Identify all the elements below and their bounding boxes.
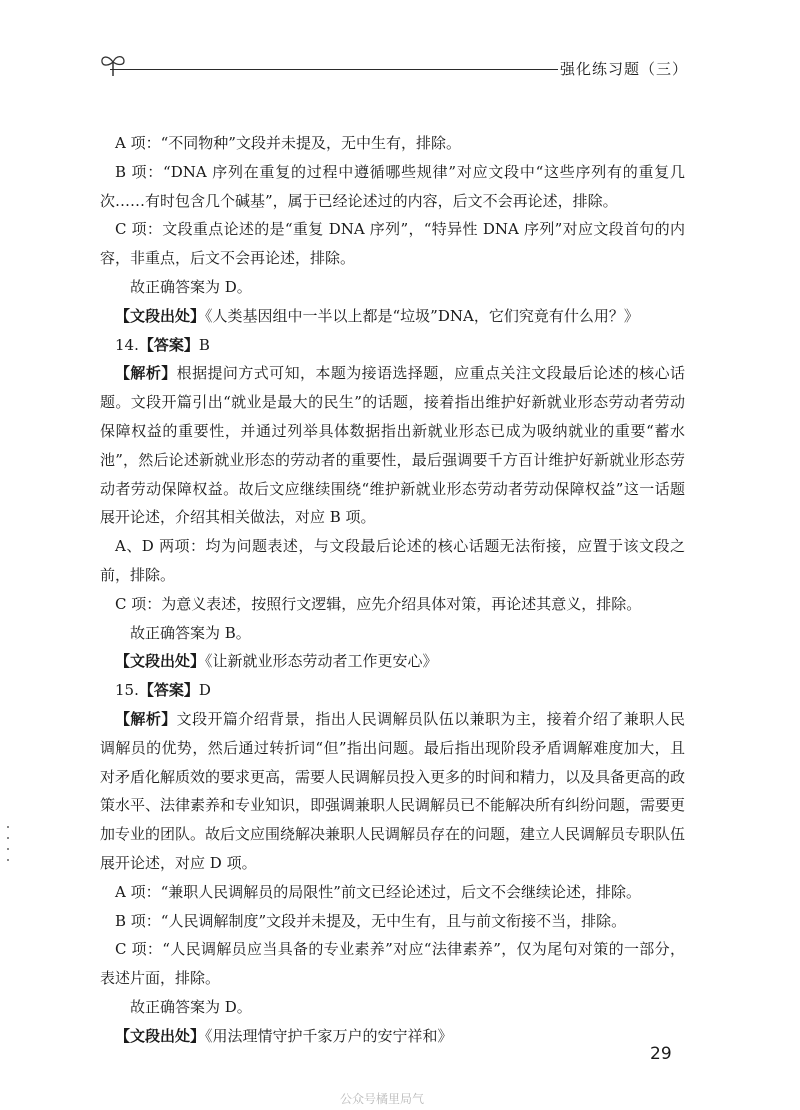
source-text-q15: 《用法理情守护千家万户的安宁祥和》 bbox=[205, 1026, 453, 1045]
watermark: 公众号橘里局气 bbox=[340, 1092, 425, 1106]
page-header bbox=[98, 40, 688, 86]
page-content bbox=[100, 129, 685, 1051]
option-c-q15: C 项：“人民调解员应当具备的专业素养”对应“法律素养”，仅为尾句对策的一部分，表述片面，排除。 bbox=[100, 940, 685, 988]
analysis-label: 【解析】 bbox=[115, 364, 177, 383]
analysis-label: 【解析】 bbox=[115, 709, 177, 728]
option-b-q13: B 项：“DNA 序列在重复的过程中遵循哪些规律”对应文段中“这些序列有的重复几次……有时包含几个碱基”，属于已经论述过的内容，后文不会再论述，排除。 bbox=[100, 162, 685, 210]
analysis-q14 bbox=[100, 359, 685, 532]
option-a-q13: A 项：“不同物种”文段并未提及，无中生有，排除。 bbox=[115, 134, 461, 152]
analysis-q15 bbox=[100, 705, 685, 878]
conclusion-q13: 故正确答案为 D。 bbox=[130, 277, 252, 296]
analysis-text-q14: 根据提问方式可知，本题为接语选择题，应重点关注文段最后论述的核心话题。文段开篇引出“就业是最大的民生”的话题，接着指出维护好新就业形态劳动者劳动保障权益的重要性，并通过列举具体数据指出新就业形态已成为吸纳就业的重要“蓄水池”，然后论述新就业形态的劳动者的重要性，最后强调要千方百计维护好新就业形态劳动者劳动保障权益。故后文应继续围绕“维护新就业形态劳动者劳动保障权益”这一话题展开论述，介绍其相关做法，对应 B 项。 bbox=[100, 364, 685, 527]
question-number-14: 14. bbox=[115, 335, 139, 354]
option-c-q14: C 项：为意义表述，按照行文逻辑，应先介绍具体对策，再论述其意义，排除。 bbox=[115, 594, 642, 613]
option-ad-q14: A、D 两项：均为问题表述，与文段最后论述的核心话题无法衔接，应置于该文段之前，排除。 bbox=[100, 537, 685, 584]
margin-marks bbox=[6, 826, 10, 866]
source-q13 bbox=[100, 302, 685, 331]
source-label: 【文段出处】 bbox=[115, 306, 206, 325]
sprout-icon bbox=[98, 48, 128, 78]
page-number: 29 bbox=[650, 1044, 672, 1064]
source-text-q13: 《人类基因组中一半以上都是“垃圾”DNA，它们究竟有什么用？》 bbox=[205, 306, 639, 325]
answer-q14 bbox=[100, 331, 685, 360]
answer-label: 【答案】 bbox=[138, 335, 199, 354]
answer-value-15: D bbox=[198, 681, 211, 700]
source-label: 【文段出处】 bbox=[115, 1026, 206, 1045]
conclusion-q15: 故正确答案为 D。 bbox=[130, 997, 252, 1016]
running-header-title: 强化练习题（三） bbox=[559, 60, 688, 78]
header-rule bbox=[110, 69, 558, 70]
source-text-q14: 《让新就业形态劳动者工作更安心》 bbox=[205, 652, 438, 671]
answer-q15 bbox=[100, 676, 685, 705]
source-q15 bbox=[100, 1022, 685, 1051]
question-number-15: 15. bbox=[115, 681, 139, 700]
option-a-q15: A 项：“兼职人民调解员的局限性”前文已经论述过，后文不会继续论述，排除。 bbox=[115, 882, 641, 901]
source-q14 bbox=[100, 647, 685, 676]
option-b-q15: B 项：“人民调解制度”文段并未提及，无中生有，且与前文衔接不当，排除。 bbox=[115, 911, 627, 930]
conclusion-q14: 故正确答案为 B。 bbox=[130, 623, 251, 642]
option-c-q13: C 项：文段重点论述的是“重复 DNA 序列”，“特异性 DNA 序列”对应文段首句的内容，非重点，后文不会再论述，排除。 bbox=[100, 220, 685, 268]
answer-value-14: B bbox=[198, 335, 210, 354]
answer-label: 【答案】 bbox=[138, 681, 199, 700]
analysis-text-q15: 文段开篇介绍背景，指出人民调解员队伍以兼职为主，接着介绍了兼职人民调解员的优势，然后通过转折词“但”指出问题。最后指出现阶段矛盾调解难度加大，且对矛盾化解质效的要求更高，需要人民调解员投入更多的时间和精力，以及具备更高的政策水平、法律素养和专业知识，即强调兼职人民调解员已不能解决所有纠纷问题，需要更加专业的团队。故后文应围绕解决兼职人民调解员存在的问题，建立人民调解员专职队伍展开论述，对应 D 项。 bbox=[100, 709, 686, 872]
source-label: 【文段出处】 bbox=[115, 652, 206, 671]
